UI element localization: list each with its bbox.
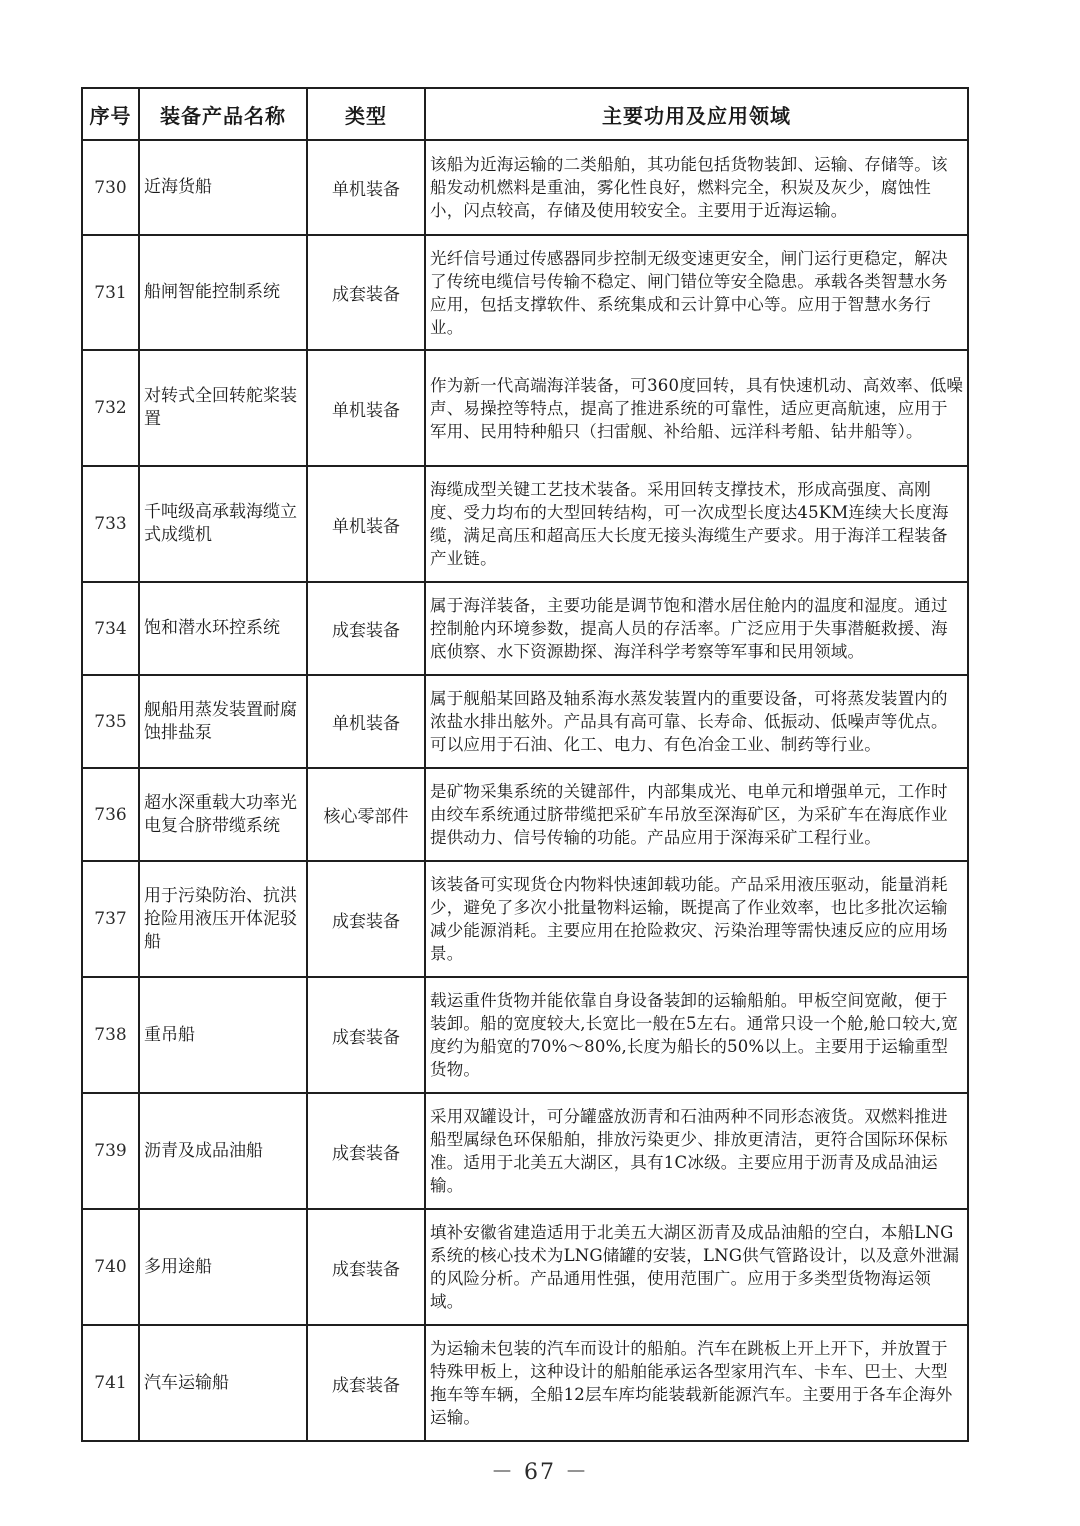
row-desc: 光纤信号通过传感器同步控制无级变速更安全，闸门运行更稳定，解决了传统电缆信号传输不稳定、闸门错位等安全隐患。承载各类智慧水务应用，包括支撑软件、系统集成和云计算中心等。应用于智慧水务行业。 bbox=[425, 235, 968, 350]
row-desc: 是矿物采集系统的关键部件，内部集成光、电单元和增强单元，工作时由绞车系统通过脐带缆把采矿车吊放至深海矿区，为采矿车在海底作业提供动力、信号传输的功能。产品应用于深海采矿工程行业。 bbox=[425, 768, 968, 861]
row-type: 成套装备 bbox=[307, 1093, 425, 1209]
row-type: 成套装备 bbox=[307, 977, 425, 1093]
row-name: 船闸智能控制系统 bbox=[139, 235, 307, 350]
row-name: 近海货船 bbox=[139, 140, 307, 235]
row-seq: 734 bbox=[82, 582, 139, 675]
row-name: 多用途船 bbox=[139, 1209, 307, 1325]
row-type: 成套装备 bbox=[307, 861, 425, 977]
row-seq: 735 bbox=[82, 675, 139, 768]
row-type: 单机装备 bbox=[307, 675, 425, 768]
row-name: 汽车运输船 bbox=[139, 1325, 307, 1441]
header-desc: 主要功用及应用领域 bbox=[425, 88, 968, 140]
row-desc: 作为新一代高端海洋装备，可360度回转，具有快速机动、高效率、低噪声、易操控等特点，提高了推进系统的可靠性，适应更高航速，应用于军用、民用特种船只（扫雷舰、补给船、远洋科考船、钻井船等）。 bbox=[425, 350, 968, 466]
row-type: 成套装备 bbox=[307, 582, 425, 675]
table-row bbox=[82, 675, 968, 768]
table-row bbox=[82, 582, 968, 675]
row-desc: 该装备可实现货仓内物料快速卸载功能。产品采用液压驱动，能量消耗少，避免了多次小批量物料运输，既提高了作业效率，也比多批次运输减少能源消耗。主要应用在抢险救灾、污染治理等需快速反应的应用场景。 bbox=[425, 861, 968, 977]
equipment-table bbox=[81, 87, 969, 1442]
row-type: 单机装备 bbox=[307, 140, 425, 235]
table-row bbox=[82, 977, 968, 1093]
row-type: 单机装备 bbox=[307, 350, 425, 466]
table-row bbox=[82, 1209, 968, 1325]
row-desc: 为运输未包装的汽车而设计的船舶。汽车在跳板上开上开下，并放置于特殊甲板上，这种设计的船舶能承运各型家用汽车、卡车、巴士、大型拖车等车辆，全船12层车库均能装载新能源汽车。主要用于各车企海外运输。 bbox=[425, 1325, 968, 1441]
row-seq: 741 bbox=[82, 1325, 139, 1441]
row-type: 单机装备 bbox=[307, 466, 425, 582]
row-desc: 该船为近海运输的二类船舶，其功能包括货物装卸、运输、存储等。该船发动机燃料是重油，雾化性良好，燃料完全，积炭及灰少，腐蚀性小，闪点较高，存储及使用较安全。主要用于近海运输。 bbox=[425, 140, 968, 235]
row-name: 沥青及成品油船 bbox=[139, 1093, 307, 1209]
row-type: 成套装备 bbox=[307, 1209, 425, 1325]
row-seq: 740 bbox=[82, 1209, 139, 1325]
row-name: 舰船用蒸发装置耐腐蚀排盐泵 bbox=[139, 675, 307, 768]
table-row bbox=[82, 140, 968, 235]
row-name: 用于污染防治、抗洪抢险用液压开体泥驳船 bbox=[139, 861, 307, 977]
equipment-table-container bbox=[81, 87, 967, 1442]
row-desc: 填补安徽省建造适用于北美五大湖区沥青及成品油船的空白，本船LNG系统的核心技术为LNG储罐的安装，LNG供气管路设计，以及意外泄漏的风险分析。产品通用性强，使用范围广。应用于多类型货物海运领域。 bbox=[425, 1209, 968, 1325]
row-desc: 属于海洋装备，主要功能是调节饱和潜水居住舱内的温度和湿度。通过控制舱内环境参数，提高人员的存活率。广泛应用于失事潜艇救援、海底侦察、水下资源勘探、海洋科学考察等军事和民用领域。 bbox=[425, 582, 968, 675]
table-row bbox=[82, 350, 968, 466]
header-seq: 序号 bbox=[82, 88, 139, 140]
table-row bbox=[82, 861, 968, 977]
row-seq: 739 bbox=[82, 1093, 139, 1209]
row-seq: 731 bbox=[82, 235, 139, 350]
table-row bbox=[82, 768, 968, 861]
table-header-row bbox=[82, 88, 968, 140]
row-seq: 736 bbox=[82, 768, 139, 861]
row-type: 成套装备 bbox=[307, 1325, 425, 1441]
row-desc: 属于舰船某回路及轴系海水蒸发装置内的重要设备，可将蒸发装置内的浓盐水排出舷外。产品具有高可靠、长寿命、低振动、低噪声等优点。可以应用于石油、化工、电力、有色冶金工业、制药等行业。 bbox=[425, 675, 968, 768]
table-row bbox=[82, 235, 968, 350]
row-name: 对转式全回转舵桨装置 bbox=[139, 350, 307, 466]
table-row bbox=[82, 1093, 968, 1209]
row-type: 成套装备 bbox=[307, 235, 425, 350]
row-desc: 海缆成型关键工艺技术装备。采用回转支撑技术，形成高强度、高刚度、受力均布的大型回转结构，可一次成型长度达45KM连续大长度海缆，满足高压和超高压大长度无接头海缆生产要求。用于海洋工程装备产业链。 bbox=[425, 466, 968, 582]
row-seq: 737 bbox=[82, 861, 139, 977]
page-number: － 67 － bbox=[491, 1460, 589, 1485]
row-name: 千吨级高承载海缆立式成缆机 bbox=[139, 466, 307, 582]
row-name: 超水深重载大功率光电复合脐带缆系统 bbox=[139, 768, 307, 861]
row-seq: 738 bbox=[82, 977, 139, 1093]
row-type: 核心零部件 bbox=[307, 768, 425, 861]
row-name: 饱和潜水环控系统 bbox=[139, 582, 307, 675]
table-row bbox=[82, 466, 968, 582]
row-seq: 732 bbox=[82, 350, 139, 466]
row-desc: 载运重件货物并能依靠自身设备装卸的运输船舶。甲板空间宽敞，便于装卸。船的宽度较大,长宽比一般在5左右。通常只设一个舱,舱口较大,宽度约为船宽的70%～80%,长度为船长的50%以上。主要用于运输重型货物。 bbox=[425, 977, 968, 1093]
header-type: 类型 bbox=[307, 88, 425, 140]
row-seq: 730 bbox=[82, 140, 139, 235]
table-row bbox=[82, 1325, 968, 1441]
row-seq: 733 bbox=[82, 466, 139, 582]
header-name: 装备产品名称 bbox=[139, 88, 307, 140]
row-desc: 采用双罐设计，可分罐盛放沥青和石油两种不同形态液货。双燃料推进船型属绿色环保船舶，排放污染更少、排放更清洁，更符合国际环保标准。适用于北美五大湖区，具有1C冰级。主要应用于沥青及成品油运输。 bbox=[425, 1093, 968, 1209]
row-name: 重吊船 bbox=[139, 977, 307, 1093]
